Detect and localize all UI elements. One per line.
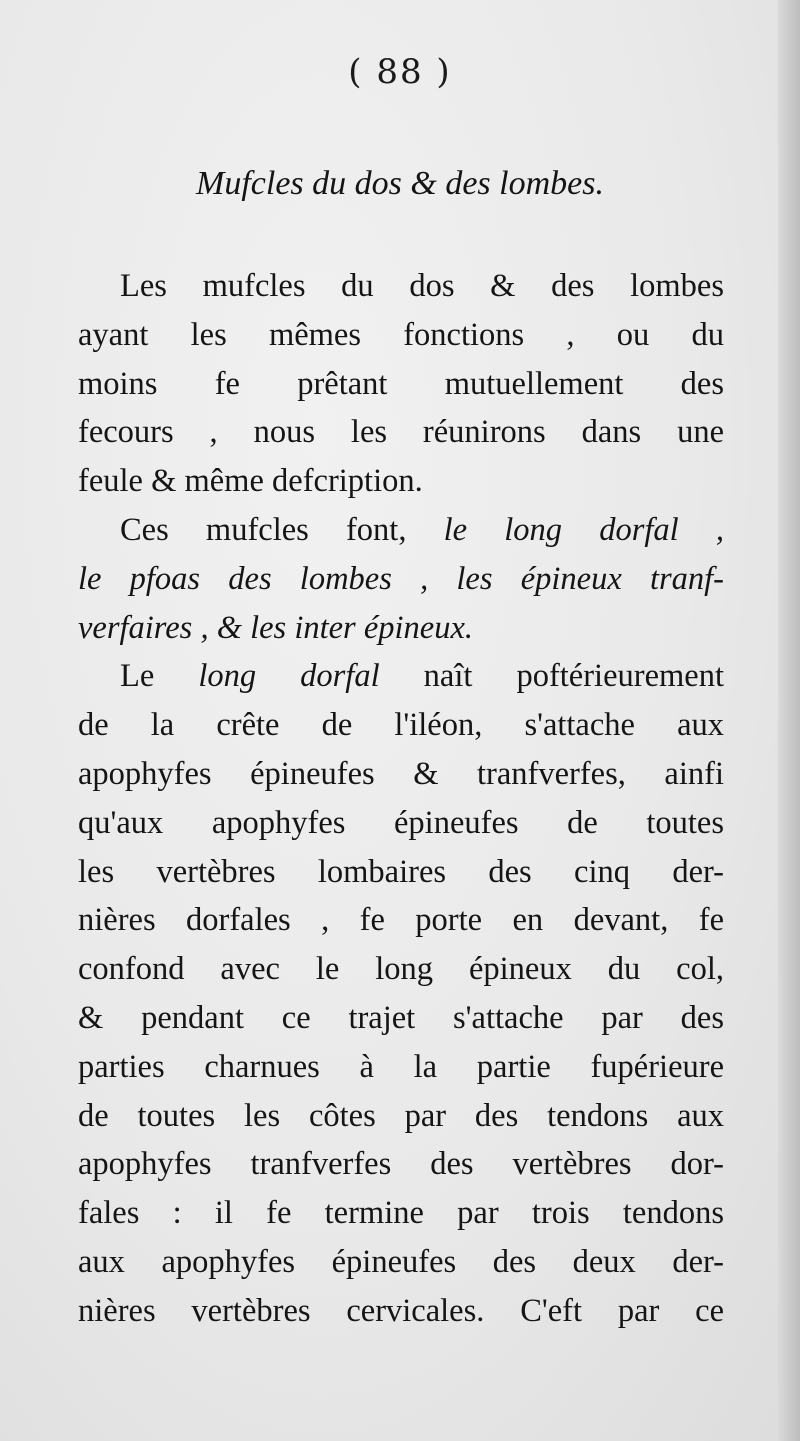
page-number: ( 88 ) [348, 52, 452, 92]
text-segment: apophyfes épineufes & tranfverfes, ainfi [78, 755, 724, 792]
italic-text: long dorfal [198, 658, 380, 695]
text-line [78, 457, 724, 506]
text-line [78, 1189, 724, 1238]
text-line [78, 701, 724, 750]
page-edge-shadow [778, 0, 800, 1441]
text-line [78, 1238, 724, 1287]
italic-text: le long dorfal , [443, 511, 724, 548]
text-segment: fecours , nous les réunirons dans une [78, 414, 724, 451]
text-segment: naît poftérieurement [379, 658, 724, 695]
section-heading: Mufcles du dos & des lombes. [196, 165, 604, 202]
text-segment: apophyfes tranfverfes des vertèbres dor- [78, 1146, 724, 1183]
text-segment: confond avec le long épineux du col, [78, 951, 724, 988]
text-line [78, 799, 724, 848]
text-line [78, 1043, 724, 1092]
text-line [78, 262, 724, 311]
text-segment: aux apophyfes épineufes des deux der- [78, 1243, 724, 1280]
text-segment: & pendant ce trajet s'attache par des [78, 999, 724, 1036]
text-segment: de toutes les côtes par des tendons aux [78, 1097, 724, 1134]
text-segment: les vertèbres lombaires des cinq der- [78, 853, 724, 890]
text-line [78, 604, 724, 653]
text-line [78, 1092, 724, 1141]
text-line [78, 848, 724, 897]
text-segment: moins fe prêtant mutuellement des [78, 365, 724, 402]
body-text [78, 262, 724, 1336]
text-segment: Ces mufcles font, [120, 511, 444, 548]
text-segment: qu'aux apophyfes épineufes de toutes [78, 804, 724, 841]
italic-text: verfaires , & les inter épineux. [78, 609, 474, 646]
text-segment: Les mufcles du dos & des lombes [120, 268, 724, 304]
italic-text: le pfoas des lombes , les épineux tranf- [78, 560, 724, 597]
text-segment: feule & même defcription. [78, 463, 423, 500]
text-segment: nières vertèbres cervicales. C'eft par ce [78, 1292, 724, 1329]
text-segment: Le [120, 658, 199, 695]
text-line [78, 506, 724, 555]
text-segment: fales : il fe termine par trois tendons [78, 1195, 724, 1232]
text-line [78, 945, 724, 994]
text-line [78, 1140, 724, 1189]
text-segment: parties charnues à la partie fupérieure [78, 1048, 724, 1085]
text-line [78, 994, 724, 1043]
text-segment: de la crête de l'iléon, s'attache aux [78, 707, 724, 744]
text-line [78, 896, 724, 945]
text-segment: nières dorfales , fe porte en devant, fe [78, 902, 724, 939]
text-line [78, 750, 724, 799]
text-line [78, 1287, 724, 1336]
text-line [78, 555, 724, 604]
text-line [78, 311, 724, 360]
text-line [78, 652, 724, 701]
text-segment: ayant les mêmes fonctions , ou du [78, 316, 724, 353]
text-line [78, 408, 724, 457]
text-line [78, 360, 724, 409]
